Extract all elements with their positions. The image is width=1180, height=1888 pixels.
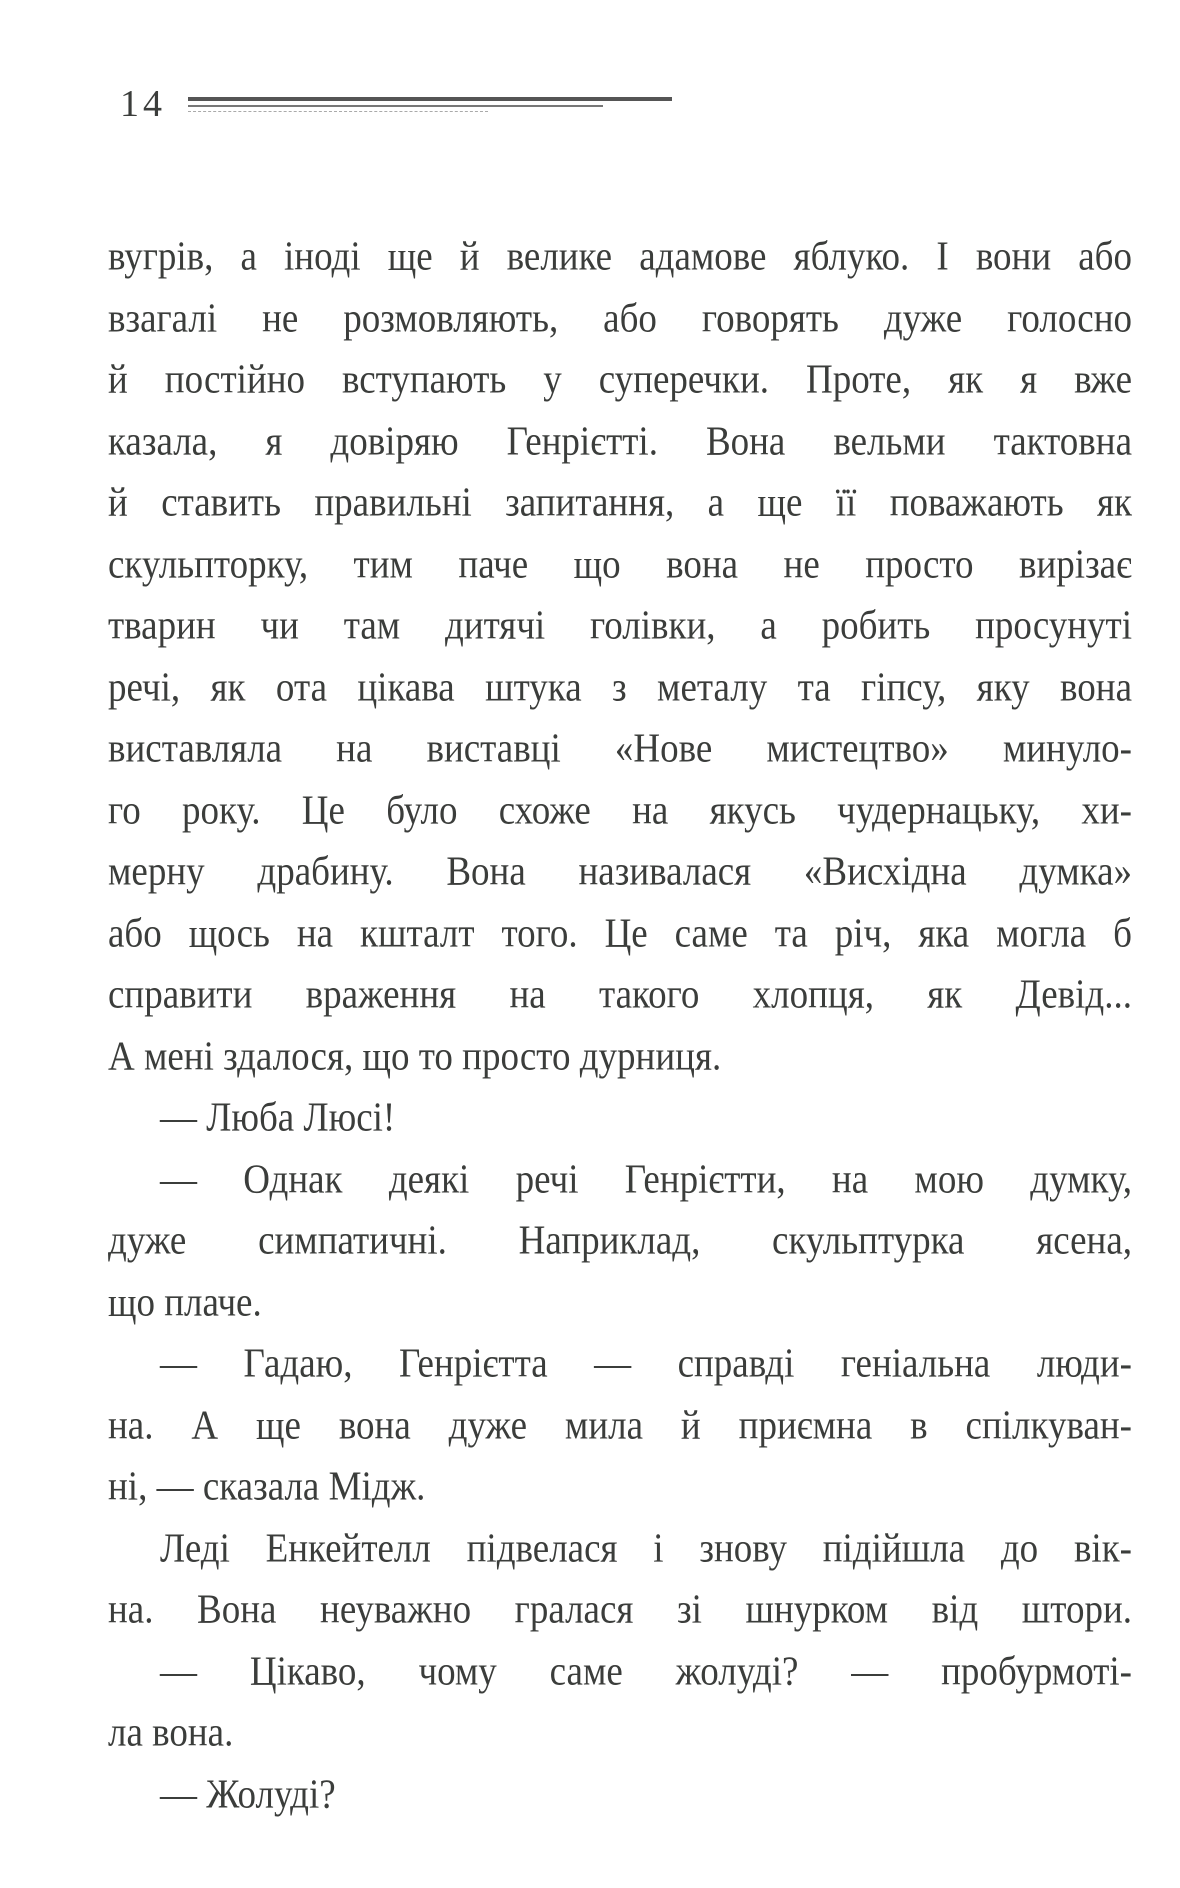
text-line: вугрів, а іноді ще й велике адамове яблуко. І вони або (108, 233, 1132, 280)
text-line: справити враження на такого хлопця, як Девід... (108, 971, 1132, 1018)
text-line: А мені здалося, що то просто дурниця. (108, 1033, 722, 1079)
text-line: що плаче. (108, 1279, 262, 1325)
text-line: речі, як ота цікава штука з металу та гіпсу, яку вона (108, 664, 1132, 710)
header-rule (188, 111, 488, 112)
text-line: скульпторку, тим паче що вона не просто вирізає (108, 541, 1132, 587)
text-line: взагалі не розмовляють, або говорять дуже голосно (108, 295, 1132, 341)
text-line: або щось на кшталт того. Це саме та річ, яка могла б (108, 910, 1132, 956)
text-line: Леді Енкейтелл підвелася і знову підійшла до вік- (160, 1525, 1132, 1571)
page-number: 14 (120, 83, 166, 125)
dialogue-line: — Однак деякі речі Генрієтти, на мою думку, (160, 1156, 1132, 1202)
header-rule (188, 105, 603, 107)
text-line: й постійно вступають у суперечки. Проте, як я вже (108, 356, 1132, 403)
text-line: на. Вона неуважно гралася зі шнурком від штори. (108, 1586, 1132, 1633)
body-text (108, 226, 1132, 1825)
text-line: тварин чи там дитячі голівки, а робить просунуті (108, 602, 1132, 649)
text-line: виставляла на виставці «Нове мистецтво» минуло- (108, 725, 1132, 772)
dialogue-line: — Жолуді? (160, 1771, 336, 1817)
text-line: й ставить правильні запитання, а ще її поважають як (108, 479, 1132, 526)
header-rule (188, 97, 672, 101)
dialogue-line: — Гадаю, Генрієтта — справді геніальна люди- (160, 1340, 1132, 1387)
text-line: ні, — сказала Мідж. (108, 1463, 426, 1510)
text-line: ла вона. (108, 1709, 234, 1756)
text-line: дуже симпатичні. Наприклад, скульптурка ясена, (108, 1217, 1132, 1264)
text-line: мерну драбину. Вона називалася «Висхідна думка» (108, 848, 1132, 895)
text-line: го року. Це було схоже на якусь чудернацьку, хи- (108, 787, 1132, 833)
dialogue-line: — Цікаво, чому саме жолуді? — пробурмоті- (160, 1648, 1132, 1694)
text-line: на. А ще вона дуже мила й приємна в спілкуван- (108, 1402, 1132, 1448)
text-line: казала, я довіряю Генрієтті. Вона вельми тактовна (108, 418, 1132, 464)
dialogue-line: — Люба Люсі! (160, 1094, 396, 1141)
